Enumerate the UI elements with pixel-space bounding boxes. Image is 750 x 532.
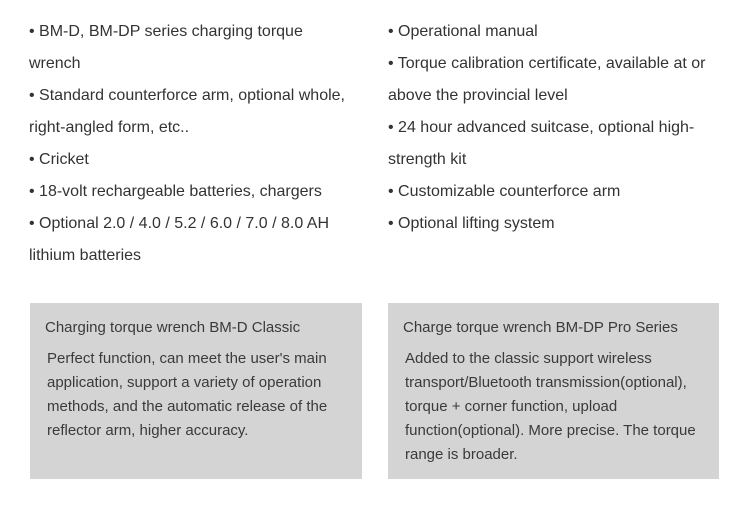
feature-item: • Optional 2.0 / 4.0 / 5.2 / 6.0 / 7.0 / 8.0 AH lithium batteries [29, 215, 330, 264]
product-card-pro [388, 303, 719, 479]
card-title: Charge torque wrench BM-DP Pro Series [403, 319, 678, 336]
feature-list-left [29, 16, 349, 272]
card-description: Perfect function, can meet the user's main application, support a variety of operation methods, and the automatic release of the reflector arm, higher accuracy. [47, 350, 328, 439]
product-card-classic [30, 303, 362, 479]
feature-item: • 18-volt rechargeable batteries, chargers [29, 183, 322, 200]
card-title: Charging torque wrench BM-D Classic [45, 319, 301, 336]
card-description: Added to the classic support wireless transport/Bluetooth transmission(optional), torque + corner function, upload function(optional). More precise. The torque range is broader. [405, 350, 696, 463]
feature-item: • 24 hour advanced suitcase, optional high-strength kit [388, 119, 695, 168]
feature-item: • Cricket [29, 151, 89, 168]
feature-item: • Standard counterforce arm, optional whole, right-angled form, etc.. [29, 87, 345, 136]
feature-item: • Optional lifting system [388, 215, 555, 232]
feature-item: • Operational manual [388, 23, 538, 40]
feature-item: • BM-D, BM-DP series charging torque wrench [29, 23, 303, 72]
feature-item: • Customizable counterforce arm [388, 183, 621, 200]
feature-item: • Torque calibration certificate, available at or above the provincial level [388, 55, 706, 104]
feature-list-right [388, 16, 728, 240]
